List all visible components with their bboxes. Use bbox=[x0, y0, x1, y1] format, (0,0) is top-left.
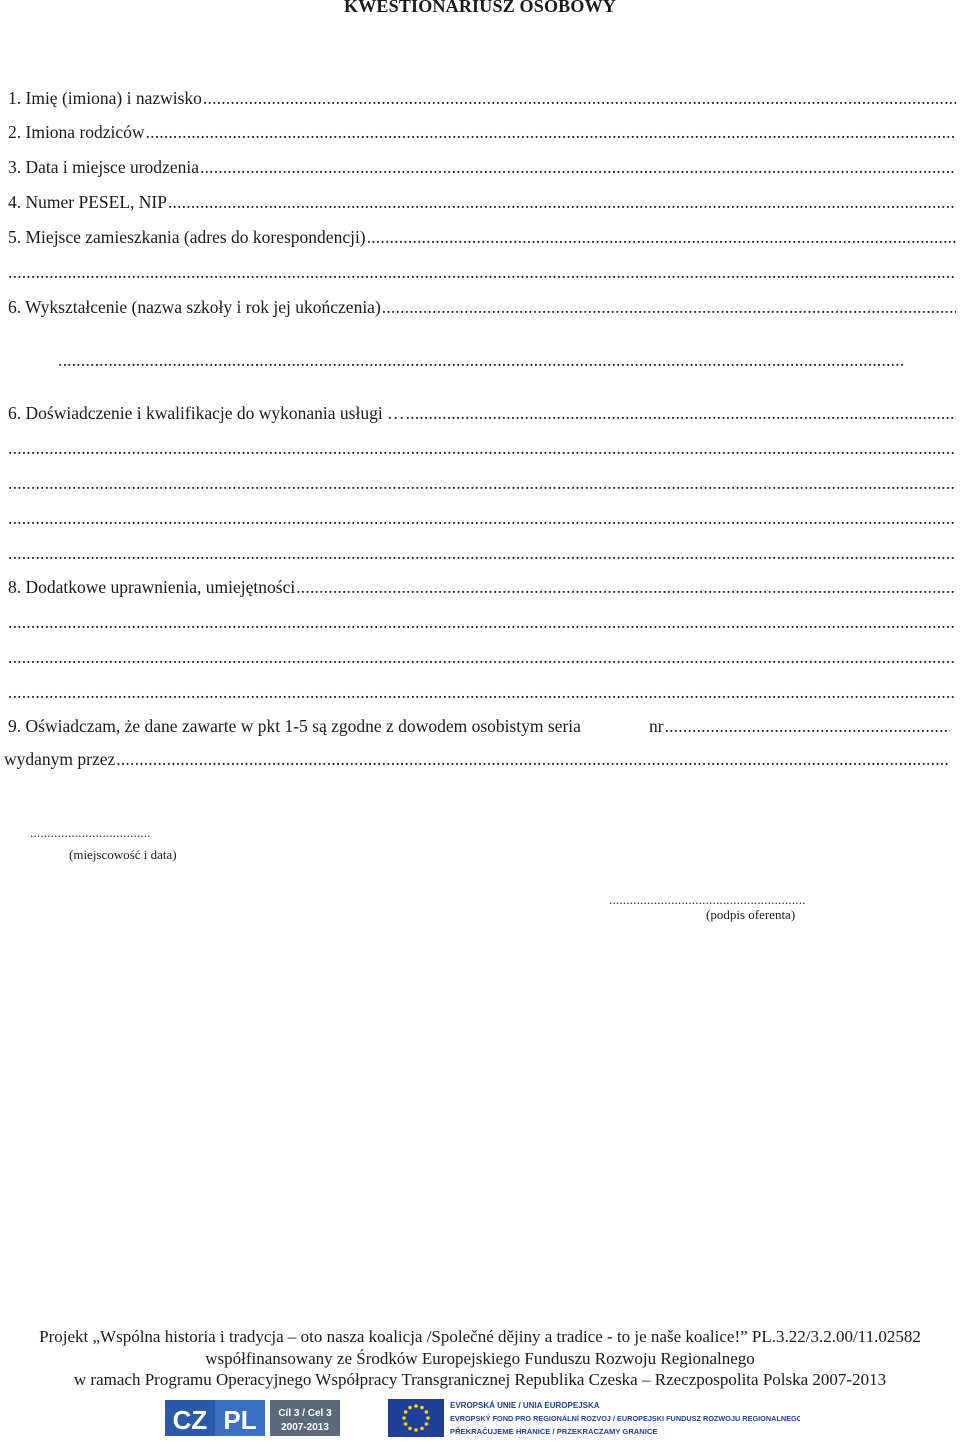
goal3-logo bbox=[270, 1398, 340, 1438]
field-education[interactable] bbox=[8, 294, 956, 320]
fill-line bbox=[168, 189, 956, 215]
place-date-label: (miejscowość i data) bbox=[69, 847, 177, 862]
eu-line2: EVROPSKÝ FOND PRO REGIONÁLNÍ ROZVOJ / EUROPEJSKI FUNDUSZ ROZWOJU REGIONALNEGO bbox=[450, 1414, 800, 1423]
fill-line bbox=[296, 574, 956, 600]
fill-line bbox=[8, 505, 956, 531]
logo-strip bbox=[0, 1398, 960, 1444]
field-parents-names[interactable] bbox=[8, 119, 956, 145]
fill-line bbox=[8, 435, 956, 461]
fill-line bbox=[8, 644, 956, 670]
fill-line bbox=[203, 85, 956, 111]
field-address-continued[interactable] bbox=[8, 259, 956, 285]
page-title: KWESTIONARIUSZ OSOBOWY bbox=[344, 0, 616, 16]
fill-line bbox=[116, 746, 948, 772]
eu-line1: EVROPSKÁ UNIE / UNIA EUROPEJSKA bbox=[450, 1401, 600, 1410]
field-label: 5. Miejsce zamieszkania (adres do korespondencji) bbox=[8, 227, 366, 247]
fill-line bbox=[406, 400, 956, 426]
eu-line3: PŘEKRAČUJEME HRANICE / PRZEKRACZAMY GRANICE bbox=[450, 1427, 658, 1436]
footer-project-line: Projekt „Wspólna historia i tradycja – oto nasza koalicja /Společné dějiny a tradice - to je naše koalice!” PL.3.22/3.2.00/11.02582 bbox=[39, 1327, 921, 1346]
field-label: 8. Dodatkowe uprawnienia, umiejętności bbox=[8, 577, 296, 597]
fill-line bbox=[8, 609, 956, 635]
fill-line bbox=[8, 540, 956, 566]
field-experience-line[interactable] bbox=[8, 470, 956, 496]
field-skills-line[interactable] bbox=[8, 644, 956, 670]
field-birth-date-place[interactable] bbox=[8, 154, 956, 180]
field-education-continued[interactable] bbox=[58, 347, 904, 373]
field-label: 1. Imię (imiona) i nazwisko bbox=[8, 88, 202, 108]
czpl-logo-cz: CZ bbox=[172, 1405, 208, 1435]
fill-line bbox=[8, 259, 956, 285]
footer-programme-line: w ramach Programu Operacyjnego Współpracy Transgranicznej Republika Czeska – Rzeczpospolita Polska 2007-2013 bbox=[73, 1370, 887, 1389]
field-experience-line[interactable] bbox=[8, 540, 956, 566]
goal3-line2: 2007-2013 bbox=[281, 1422, 329, 1433]
field-id-statement[interactable] bbox=[8, 713, 950, 739]
fill-line bbox=[367, 224, 956, 250]
eu-flag-icon bbox=[388, 1398, 444, 1438]
footer-funding-line: współfinansowany ze Środków Europejskiego Funduszu Rozwoju Regionalnego bbox=[205, 1349, 755, 1368]
fill-line bbox=[8, 679, 956, 705]
czpl-logo bbox=[165, 1398, 265, 1438]
fill-line bbox=[665, 713, 950, 739]
czpl-logo-pl: PL bbox=[223, 1405, 257, 1435]
field-label: 2. Imiona rodziców bbox=[8, 122, 145, 142]
fill-line bbox=[200, 154, 956, 180]
field-experience-line[interactable] bbox=[8, 435, 956, 461]
field-skills-line[interactable] bbox=[8, 609, 956, 635]
field-experience-line[interactable] bbox=[8, 505, 956, 531]
field-label: 4. Numer PESEL, NIP bbox=[8, 192, 167, 212]
goal3-line1: Cíl 3 / Cel 3 bbox=[278, 1408, 332, 1419]
field-label: 3. Data i miejsce urodzenia bbox=[8, 157, 199, 177]
field-label: 9. Oświadczam, że dane zawarte w pkt 1-5 są zgodne z dowodem osobistym seria bbox=[8, 716, 581, 736]
eu-fund-text bbox=[450, 1398, 800, 1438]
field-experience[interactable] bbox=[8, 400, 956, 426]
id-number-label: nr bbox=[649, 716, 664, 736]
fill-line bbox=[382, 294, 956, 320]
field-label: wydanym przez bbox=[4, 749, 116, 769]
field-pesel-nip[interactable] bbox=[8, 189, 956, 215]
fill-line bbox=[8, 470, 956, 496]
field-issued-by[interactable] bbox=[4, 746, 948, 772]
signature-line[interactable]: ......................................................... bbox=[609, 892, 806, 907]
place-date-line[interactable]: ................................... bbox=[30, 825, 151, 840]
field-label: 6. Wykształcenie (nazwa szkoły i rok jej ukończenia) bbox=[8, 297, 381, 317]
field-label: 6. Doświadczenie i kwalifikacje do wykonania usługi … bbox=[8, 403, 405, 423]
field-address[interactable] bbox=[8, 224, 956, 250]
fill-line bbox=[146, 119, 956, 145]
field-name[interactable] bbox=[8, 85, 956, 111]
signature-label: (podpis oferenta) bbox=[706, 907, 796, 922]
field-additional-skills[interactable] bbox=[8, 574, 956, 600]
fill-line bbox=[58, 347, 904, 373]
field-skills-line[interactable] bbox=[8, 679, 956, 705]
